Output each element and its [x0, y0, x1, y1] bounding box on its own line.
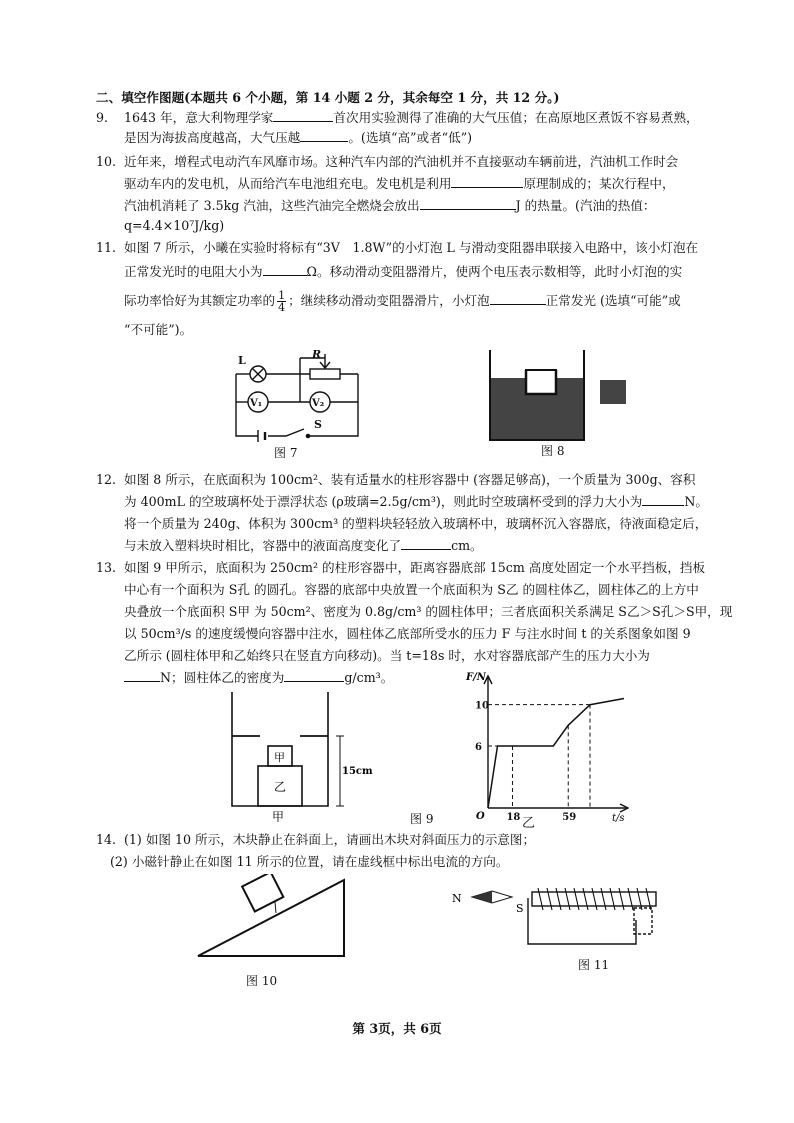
figure-9-jia-container [222, 690, 382, 822]
figure-9-yi-label: 乙 [522, 816, 536, 831]
blank-11-2 [490, 291, 546, 305]
figure-9-caption: 图 9 [410, 812, 434, 826]
question-13-number: 13. [96, 560, 117, 575]
figure-11-solenoid [446, 880, 676, 952]
coil-turn [556, 888, 561, 910]
question-10-line-4: q=4.4×10⁷J/kg) [124, 218, 225, 233]
coil-turn [547, 888, 552, 910]
voltmeter-2-label: V₂ [312, 398, 325, 409]
coil-turn [538, 888, 543, 910]
coil-turn [610, 888, 615, 910]
glass-cup [526, 370, 556, 394]
chart-x-label: t/s [612, 813, 625, 824]
coil-turn [592, 888, 597, 910]
page-footer: 第 3页，共 6页 [352, 1021, 442, 1036]
coil-turn [565, 888, 570, 910]
switch-label: S [314, 418, 322, 431]
question-10-line-3: 汽油机消耗了 3.5kg 汽油，这些汽油完全燃烧会放出 J 的热量。(汽油的热值： [124, 198, 656, 213]
chart-labels [475, 701, 576, 823]
question-13-line-2: 中心有一个面积为 S孔 的圆孔。容器的底部中央放置一个底面积为 S乙 的圆柱体乙，圆柱体乙的上方中 [124, 582, 699, 597]
plastic-block [600, 380, 626, 404]
blank-11-1 [263, 262, 307, 276]
figure-7-caption: 图 7 [274, 446, 298, 460]
chart-series-line [488, 699, 624, 809]
question-14-number: 14. [96, 832, 117, 847]
svg-text:乙: 乙 [274, 780, 287, 794]
coil-turn [574, 888, 579, 910]
svg-text:甲: 甲 [274, 751, 285, 764]
rheostat-symbol [310, 369, 340, 379]
figure-10-caption: 图 10 [246, 974, 278, 988]
coil-turn [637, 888, 642, 910]
blank-9-2 [300, 128, 348, 142]
blank-12-2 [401, 536, 451, 550]
question-13-line-4: 以 50cm³/s 的速度缓慢向容器中注水，圆柱体乙底部所受水的压力 F 与注水时间 t 的关系图象如图 9 [124, 626, 691, 641]
x-tick-label-18: 18 [506, 812, 521, 823]
question-13-line-5: 乙所示 (圆柱体甲和乙始终只在竖直方向移动)。当 t=18s 时，水对容器底部产生的压力大小为 [124, 648, 650, 663]
section-heading: 二、填空作图题(本题共 6 个小题，第 14 小题 2 分，其余每空 1 分，共 12 分。) [96, 90, 560, 105]
needle-n-label: N [452, 892, 462, 905]
voltmeter-1-label: V₁ [250, 398, 263, 409]
height-label: 15cm [342, 766, 373, 777]
question-13-line-1: 13. 如图 9 甲所示，底面积为 250cm² 的柱形容器中，距离容器底部 15cm 高度处固定一个水平挡板，挡板 [96, 558, 705, 578]
question-10-line-2: 驱动车内的发电机，从而给汽车电池组充电。发电机是利用 原理制成的；某次行程中， [124, 176, 675, 191]
question-9-line-1: 9. 1643 年，意大利物理学家 首次用实验测得了准确的大气压值；在高原地区煮饭不容易煮熟， [96, 108, 699, 128]
question-12-line-4: 与未放入塑料块时相比，容器中的液面高度变化了 cm。 [124, 538, 483, 553]
current-direction-box [634, 908, 652, 934]
question-9-number: 9. [96, 110, 109, 125]
y-tick-label-10: 10 [475, 700, 489, 712]
question-13-line-6: N；圆柱体乙的密度为 g/cm³。 [124, 668, 393, 688]
solenoid-coil [538, 888, 651, 910]
question-12-line-1: 12. 如图 8 所示，在底面积为 100cm²、装有适量水的柱形容器中 (容器足够高)，一个质量为 300g、容积 [96, 470, 695, 490]
coil-turn [601, 888, 606, 910]
jia-label: 甲 [272, 810, 285, 822]
question-14-line-1: 14. (1) 如图 10 所示，木块静止在斜面上，请画出木块对斜面压力的示意图； [96, 830, 535, 850]
wooden-block [242, 874, 283, 911]
question-14-line-2: (2) 小磁针静止在如图 11 所示的位置，请在虚线框中标出电流的方向。 [110, 854, 509, 869]
blank-9-1 [273, 108, 333, 122]
question-10-line-1: 10. 近年来，增程式电动汽车风靡市场。这种汽车内部的汽油机并不直接驱动车辆前进，汽油机工作时会 [96, 152, 678, 172]
coil-turn [646, 888, 651, 910]
blank-10-1 [451, 174, 523, 188]
question-11-line-2: 正常发光时的电阻大小为 Ω。移动滑动变阻器滑片，使两个电压表示数相等，此时小灯泡的实 [124, 264, 683, 279]
question-11-line-1: 11. 如图 7 所示，小曦在实验时将标有“3V 1.8W”的小灯泡 L 与滑动变阻器串联接入电路中，该小灯泡在 [96, 238, 698, 258]
question-11-line-3: 际功率恰好为其额定功率的 $\frac{1}{4}$ ；继续移动滑动变阻器滑片，小灯泡 正常发光 (选填“可能”或 [124, 289, 681, 314]
figure-10-incline [194, 874, 354, 964]
question-12-line-2: 为 400mL 的空玻璃杯处于漂浮状态 (ρ玻璃=2.5g/cm³)，则此时空玻璃杯受到的浮力大小为 N。 [124, 494, 708, 509]
coil-turn [583, 888, 588, 910]
chart-origin-label: O [476, 811, 485, 822]
question-13-line-3: 央叠放一个底面积 S甲 为 50cm²、密度为 0.8g/cm³ 的圆柱体甲；三者底面积关系满足 S乙＞S孔＞S甲，现 [124, 604, 733, 619]
rheostat-label: R [312, 348, 322, 361]
lamp-label: L [238, 354, 246, 367]
question-10-number: 10. [96, 154, 117, 169]
coil-turn [619, 888, 624, 910]
figure-8-caption: 图 8 [541, 444, 565, 458]
blank-10-2 [420, 196, 516, 210]
question-12-line-3: 将一个质量为 240g、体积为 300cm³ 的塑料块轻轻放入玻璃杯中，玻璃杯沉入容器底，待液面稳定后， [124, 516, 708, 531]
question-11-number: 11. [96, 240, 117, 255]
figure-9-yi-chart [462, 668, 642, 826]
figure-7-circuit [228, 344, 368, 444]
blank-13-1 [124, 668, 160, 682]
x-tick-label-59: 59 [562, 812, 577, 823]
chart-y-label: F/N [466, 672, 486, 683]
question-9-line-2: 是因为海拔高度越高，大气压越 。(选填“高”或者“低”) [124, 130, 473, 145]
blank-13-2 [284, 668, 344, 682]
fraction-one-quarter: $\frac{1}{4}$ [278, 289, 286, 314]
figure-11-caption: 图 11 [578, 958, 610, 972]
y-tick-label-6: 6 [475, 742, 482, 753]
question-12-number: 12. [96, 472, 117, 487]
figure-8-container [486, 348, 636, 444]
coil-turn [628, 888, 633, 910]
needle-s-label: S [516, 902, 524, 915]
blank-12-1 [642, 492, 684, 506]
question-11-line-4: “不可能”)。 [124, 322, 193, 337]
